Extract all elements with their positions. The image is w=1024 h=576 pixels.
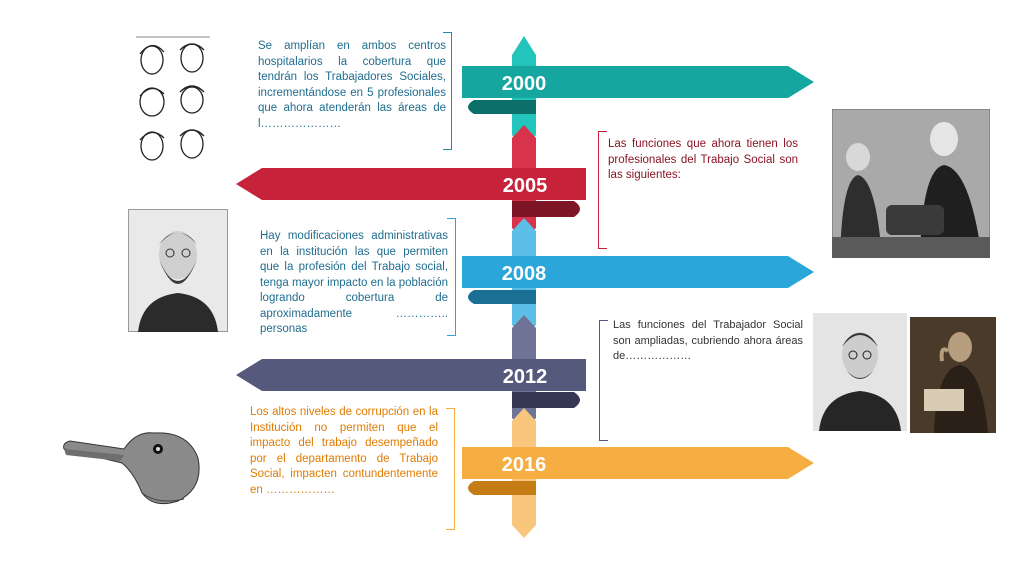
- ribbon-curl-2005: [512, 201, 580, 217]
- year-label-2000: 2000: [501, 73, 547, 95]
- sketch-faces-illustration: [130, 32, 216, 174]
- bracket-2008: [447, 218, 456, 336]
- year-label-2012: 2012: [502, 366, 548, 388]
- ribbon-curl-2016: [468, 481, 536, 495]
- event-text-2008: Hay modificaciones administrativas en la institución las que permiten que la profesión del Trabajo social, tenga mayor impacto en la población logrando cobertura de aproximadamente ………….. personas: [260, 230, 448, 335]
- event-text-2012: Las funciones del Trabajador Social son ampliadas, cubriendo ahora áreas de………………: [613, 319, 803, 362]
- year-label-2005: 2005: [502, 175, 548, 197]
- bracket-2016: [446, 408, 455, 530]
- duck-rabbit-illusion: [58, 413, 213, 512]
- portrait-bearded-man: [128, 209, 228, 332]
- bracket-2012: [599, 320, 608, 441]
- photo-man-with-child: [832, 109, 990, 258]
- photo-seated-man: [910, 317, 996, 433]
- event-text-2000: Se amplían en ambos centros hospitalarios la cobertura que tendrán los Trabajadores Sociales, incrementándose en 5 profesionales que ahora atenderán las áreas de l…………………: [258, 40, 446, 130]
- portrait-man-glasses: [813, 313, 907, 431]
- ribbon-curl-2008: [468, 290, 536, 304]
- year-label-2016: 2016: [501, 454, 547, 476]
- ribbon-curl-2000: [468, 100, 536, 114]
- bracket-2005: [598, 131, 607, 249]
- event-text-2005: Las funciones que ahora tienen los profesionales del Trabajo Social son las siguientes:: [608, 138, 798, 181]
- ribbon-curl-2012: [512, 392, 580, 408]
- year-label-2008: 2008: [501, 263, 547, 285]
- event-text-2016: Los altos niveles de corrupción en la Institución no permiten que el impacto del trabajo desempeñado por el departamento de Trabajo Social, impacten contundentemente en ………………: [250, 406, 438, 496]
